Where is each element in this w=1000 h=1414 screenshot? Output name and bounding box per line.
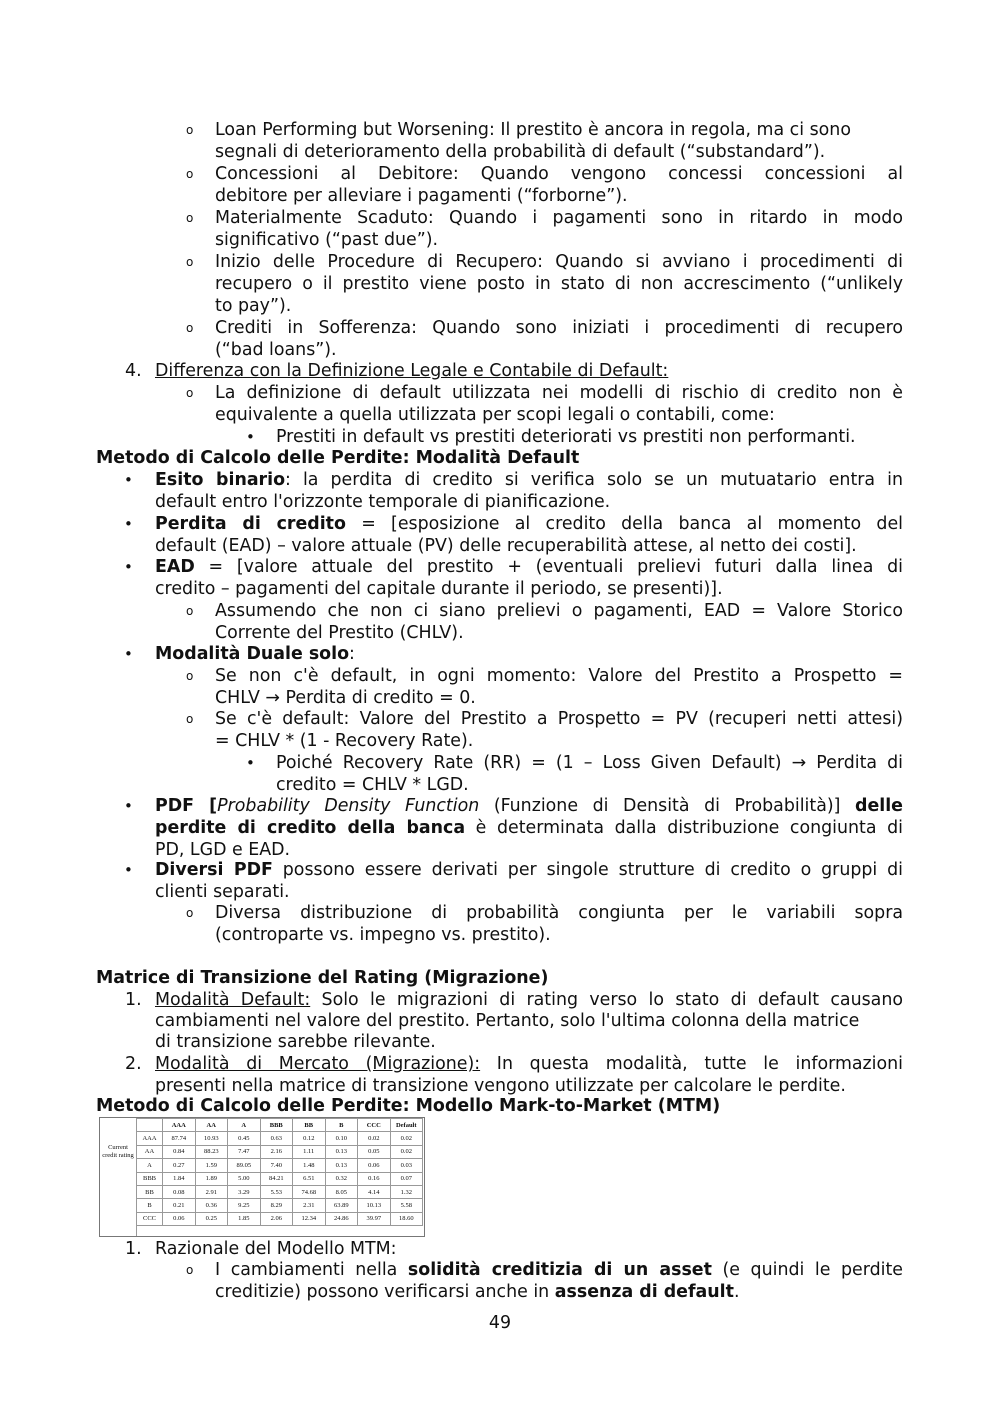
circle-bullet-icon: o	[186, 1263, 194, 1277]
matrix-corner-cell	[137, 1119, 163, 1132]
bullet-icon: •	[246, 428, 255, 446]
matrix-row-label: BBB	[137, 1172, 163, 1185]
section-heading: Matrice di Transizione del Rating (Migrazione)	[96, 968, 549, 988]
matrix-column-header: AA	[195, 1119, 228, 1132]
matrix-column-header: A	[228, 1119, 261, 1132]
matrix-column-header: B	[325, 1119, 358, 1132]
matrix-cell: 0.45	[228, 1132, 261, 1145]
list-item-text: presenti nella matrice di transizione vengono utilizzate per calcolare le perdite.	[155, 1076, 846, 1096]
matrix-cell: 0.10	[325, 1132, 358, 1145]
list-item-text: Razionale del Modello MTM:	[155, 1239, 397, 1259]
matrix-cell: 0.02	[390, 1132, 423, 1145]
circle-bullet-icon: o	[186, 386, 194, 400]
matrix-cell: 0.84	[163, 1145, 196, 1158]
page-number: 49	[488, 1313, 512, 1333]
matrix-row-label: A	[137, 1159, 163, 1172]
table-row	[137, 1212, 423, 1225]
matrix-cell: 9.25	[228, 1199, 261, 1212]
matrix-row-label: AA	[137, 1145, 163, 1158]
matrix-column-header: CCC	[358, 1119, 391, 1132]
bullet-icon: •	[124, 861, 133, 879]
matrix-cell: 0.06	[358, 1159, 391, 1172]
list-item-text: Corrente del Prestito (CHLV).	[215, 623, 464, 643]
matrix-cell: 7.47	[228, 1145, 261, 1158]
list-item-text: to pay”).	[215, 296, 292, 316]
list-item-text: Poiché Recovery Rate (RR) = (1 – Loss Given Default) → Perdita di	[276, 753, 903, 773]
table-row	[137, 1199, 423, 1212]
list-number: 4.	[125, 361, 142, 381]
list-item-text: di transizione sarebbe rilevante.	[155, 1032, 436, 1052]
matrix-row-label: B	[137, 1199, 163, 1212]
matrix-cell: 0.32	[325, 1172, 358, 1185]
matrix-cell: 0.21	[163, 1199, 196, 1212]
list-item-text: Se c'è default: Valore del Prestito a Prospetto = PV (recuperi netti attesi)	[215, 709, 903, 729]
matrix-cell: 0.25	[195, 1212, 228, 1225]
matrix-cell: 12.34	[293, 1212, 326, 1225]
list-item-text: I cambiamenti nella solidità creditizia di un asset (e quindi le perdite	[215, 1260, 903, 1280]
matrix-cell: 0.13	[325, 1145, 358, 1158]
table-row	[137, 1145, 423, 1158]
matrix-row-label: BB	[137, 1185, 163, 1198]
matrix-cell: 0.16	[358, 1172, 391, 1185]
circle-bullet-icon: o	[186, 123, 194, 137]
matrix-cell: 5.58	[390, 1199, 423, 1212]
matrix-cell: 8.29	[260, 1199, 293, 1212]
bullet-icon: •	[124, 645, 133, 663]
matrix-side-label: Current credit rating	[100, 1118, 137, 1236]
matrix-cell: 2.06	[260, 1212, 293, 1225]
matrix-cell: 3.29	[228, 1185, 261, 1198]
matrix-cell: 10.93	[195, 1132, 228, 1145]
matrix-cell: 24.86	[325, 1212, 358, 1225]
matrix-cell: 1.84	[163, 1172, 196, 1185]
matrix-column-header: BB	[293, 1119, 326, 1132]
matrix-cell: 0.03	[390, 1159, 423, 1172]
list-item-text: creditizie) possono verificarsi anche in assenza di default.	[215, 1282, 740, 1302]
transition-matrix-table	[99, 1117, 425, 1237]
list-item-text: Perdita di credito = [esposizione al credito della banca al momento del	[155, 514, 903, 534]
circle-bullet-icon: o	[186, 906, 194, 920]
list-item-heading: Differenza con la Definizione Legale e Contabile di Default:	[155, 361, 669, 381]
matrix-column-header: Default	[390, 1119, 423, 1132]
matrix-row-label: CCC	[137, 1212, 163, 1225]
list-item-text: Materialmente Scaduto: Quando i pagamenti sono in ritardo in modo	[215, 208, 903, 228]
list-item-text: Se non c'è default, in ogni momento: Valore del Prestito a Prospetto =	[215, 666, 903, 686]
matrix-cell: 1.32	[390, 1185, 423, 1198]
table-row	[137, 1185, 423, 1198]
matrix-cell: 1.59	[195, 1159, 228, 1172]
matrix-cell: 2.91	[195, 1185, 228, 1198]
matrix-cell: 0.05	[358, 1145, 391, 1158]
list-item-text: credito – pagamenti del capitale durante il periodo, se presenti)].	[155, 579, 723, 599]
matrix-cell: 88.23	[195, 1145, 228, 1158]
matrix-cell: 1.85	[228, 1212, 261, 1225]
matrix-cell: 0.07	[390, 1172, 423, 1185]
matrix-cell: 0.02	[358, 1132, 391, 1145]
matrix-cell: 5.53	[260, 1185, 293, 1198]
list-item-text: PDF [Probability Density Function (Funzione di Densità di Probabilità)] delle	[155, 796, 903, 816]
table-row	[137, 1172, 423, 1185]
list-number: 2.	[125, 1054, 142, 1074]
matrix-cell: 5.00	[228, 1172, 261, 1185]
list-item-text: Diversa distribuzione di probabilità congiunta per le variabili sopra	[215, 903, 903, 923]
matrix-cell: 6.51	[293, 1172, 326, 1185]
matrix-cell: 0.36	[195, 1199, 228, 1212]
section-heading: Metodo di Calcolo delle Perdite: Modalità Default	[96, 448, 580, 468]
list-item-text: Modalità di Mercato (Migrazione): In questa modalità, tutte le informazioni	[155, 1054, 904, 1074]
list-item-text: PD, LGD e EAD.	[155, 840, 291, 860]
list-item-text: Modalità Duale solo:	[155, 644, 355, 664]
matrix-cell: 63.89	[325, 1199, 358, 1212]
list-item-text: (“bad loans”).	[215, 340, 337, 360]
matrix-row-label: AAA	[137, 1132, 163, 1145]
list-item-text: Concessioni al Debitore: Quando vengono concessi concessioni al	[215, 164, 903, 184]
list-item-text: default entro l'orizzonte temporale di pianificazione.	[155, 492, 611, 512]
bullet-icon: •	[124, 797, 133, 815]
matrix-cell: 0.12	[293, 1132, 326, 1145]
list-item-text: EAD = [valore attuale del prestito + (eventuali prelievi futuri dalla linea di	[155, 557, 903, 577]
matrix-cell: 2.16	[260, 1145, 293, 1158]
list-item-text: default (EAD) – valore attuale (PV) delle recuperabilità attese, al netto dei costi].	[155, 536, 857, 556]
list-item-text: equivalente a quella utilizzata per scopi legali o contabili, come:	[215, 405, 775, 425]
list-number: 1.	[125, 1239, 142, 1259]
list-item-text: CHLV → Perdita di credito = 0.	[215, 688, 476, 708]
matrix-cell: 39.97	[358, 1212, 391, 1225]
list-item-text: Esito binario: la perdita di credito si verifica solo se un mutuatario entra in	[155, 470, 903, 490]
matrix-grid	[136, 1118, 423, 1226]
bullet-icon: •	[124, 471, 133, 489]
circle-bullet-icon: o	[186, 604, 194, 618]
matrix-cell: 4.14	[358, 1185, 391, 1198]
matrix-cell: 7.40	[260, 1159, 293, 1172]
matrix-cell: 0.63	[260, 1132, 293, 1145]
list-item-text: credito = CHLV * LGD.	[276, 775, 469, 795]
list-item-text: Loan Performing but Worsening: Il prestito è ancora in regola, ma ci sono	[215, 120, 851, 140]
circle-bullet-icon: o	[186, 255, 194, 269]
list-item-text: Prestiti in default vs prestiti deteriorati vs prestiti non performanti.	[276, 427, 856, 447]
list-item-text: (controparte vs. impegno vs. prestito).	[215, 925, 551, 945]
list-item-text: perdite di credito della banca è determinata dalla distribuzione congiunta di	[155, 818, 903, 838]
matrix-cell: 74.68	[293, 1185, 326, 1198]
list-number: 1.	[125, 990, 142, 1010]
matrix-cell: 2.31	[293, 1199, 326, 1212]
bullet-icon: •	[246, 754, 255, 772]
circle-bullet-icon: o	[186, 712, 194, 726]
list-item-text: Diversi PDF possono essere derivati per singole strutture di credito o gruppi di	[155, 860, 903, 880]
matrix-cell: 8.05	[325, 1185, 358, 1198]
circle-bullet-icon: o	[186, 167, 194, 181]
list-item-text: debitore per alleviare i pagamenti (“forborne”).	[215, 186, 628, 206]
list-item-text: segnali di deterioramento della probabilità di default (“substandard”).	[215, 142, 826, 162]
list-item-text: Modalità Default: Solo le migrazioni di rating verso lo stato di default causano	[155, 990, 903, 1010]
table-row	[137, 1159, 423, 1172]
matrix-cell: 10.13	[358, 1199, 391, 1212]
matrix-cell: 0.27	[163, 1159, 196, 1172]
list-item-text: cambiamenti nel valore del prestito. Pertanto, solo l'ultima colonna della matrice	[155, 1011, 860, 1031]
matrix-cell: 1.48	[293, 1159, 326, 1172]
list-item-text: Inizio delle Procedure di Recupero: Quando si avviano i procedimenti di	[215, 252, 903, 272]
matrix-column-header: AAA	[163, 1119, 196, 1132]
matrix-cell: 18.60	[390, 1212, 423, 1225]
list-item-text: significativo (“past due”).	[215, 230, 439, 250]
bullet-icon: •	[124, 558, 133, 576]
matrix-cell: 0.02	[390, 1145, 423, 1158]
matrix-cell: 1.89	[195, 1172, 228, 1185]
matrix-cell: 1.11	[293, 1145, 326, 1158]
matrix-column-header: BBB	[260, 1119, 293, 1132]
circle-bullet-icon: o	[186, 669, 194, 683]
list-item-text: recupero o il prestito viene posto in stato di non accrescimento (“unlikely	[215, 274, 903, 294]
circle-bullet-icon: o	[186, 211, 194, 225]
circle-bullet-icon: o	[186, 321, 194, 335]
matrix-cell: 0.13	[325, 1159, 358, 1172]
matrix-cell: 0.06	[163, 1212, 196, 1225]
section-heading: Metodo di Calcolo delle Perdite: Modello Mark-to-Market (MTM)	[96, 1096, 721, 1116]
list-item-text: Crediti in Sofferenza: Quando sono iniziati i procedimenti di recupero	[215, 318, 903, 338]
list-item-text: Assumendo che non ci siano prelievi o pagamenti, EAD = Valore Storico	[215, 601, 903, 621]
list-item-text: = CHLV * (1 - Recovery Rate).	[215, 731, 474, 751]
matrix-cell: 0.08	[163, 1185, 196, 1198]
list-item-text: La definizione di default utilizzata nei modelli di rischio di credito non è	[215, 383, 903, 403]
matrix-cell: 84.21	[260, 1172, 293, 1185]
matrix-cell: 89.05	[228, 1159, 261, 1172]
list-item-text: clienti separati.	[155, 882, 290, 902]
matrix-cell: 87.74	[163, 1132, 196, 1145]
bullet-icon: •	[124, 515, 133, 533]
table-row	[137, 1132, 423, 1145]
